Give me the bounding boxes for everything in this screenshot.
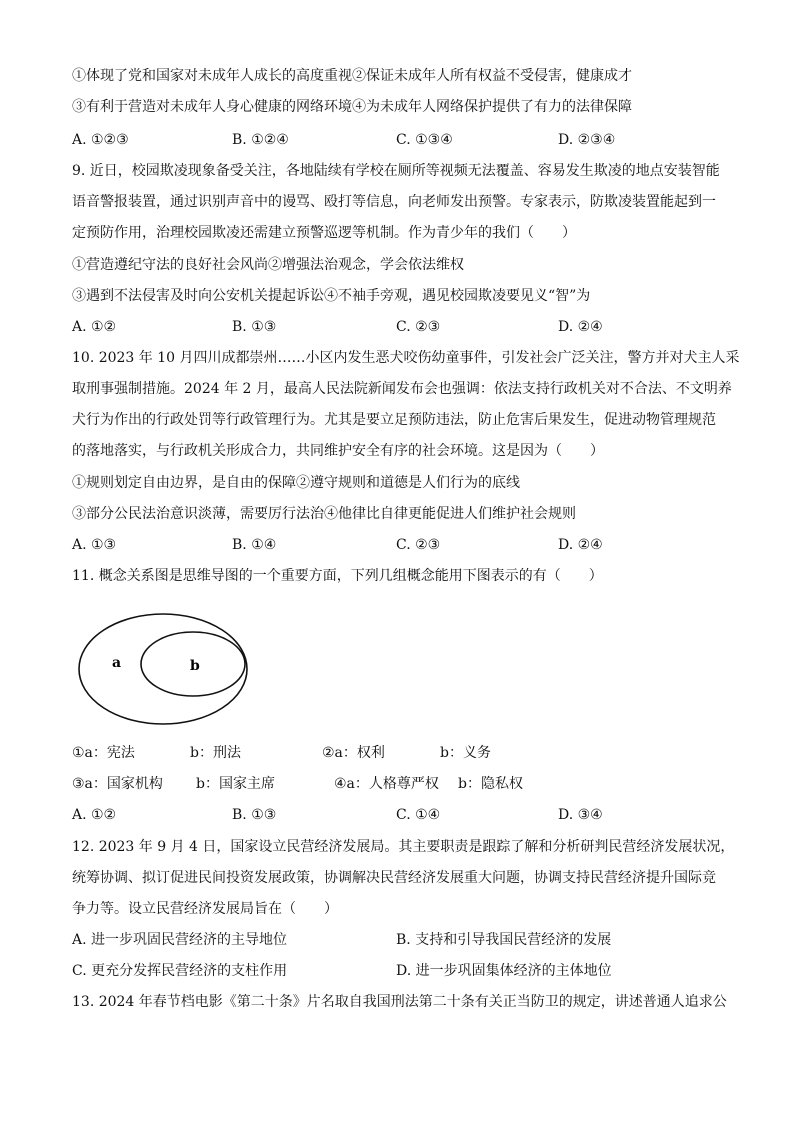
- q11-pair-1-a: ①a：宪法: [72, 745, 135, 761]
- q11-pair-3-b: b：国家主席: [196, 776, 275, 792]
- q10-stem-line-1: 10. 2023 年 10 月四川成都崇州……小区内发生恶犬咬伤幼童事件，引发社会广泛关注，警方并对犬主人采: [72, 350, 740, 366]
- q8-option-b: B. ①②④: [232, 132, 289, 148]
- q12-options-row-2: [72, 961, 732, 981]
- q11-pairs-row-1: [72, 743, 732, 763]
- q10-statement-2: ③部分公民法治意识淡薄，需要厉行法治④他律比自律更能促进人们维护社会规则: [72, 506, 576, 522]
- q8-option-c: C. ①③④: [396, 132, 453, 148]
- q11-option-a: A. ①②: [72, 807, 117, 823]
- q9-stem-line-3: 定预防作用，治理校园欺凌还需建立预警巡逻等机制。作为青少年的我们（ ）: [72, 225, 576, 241]
- q10-option-c: C. ②③: [396, 537, 441, 553]
- concept-relation-diagram: [76, 612, 256, 730]
- q9-statement-1: ①营造遵纪守法的良好社会风尚②增强法治观念，学会依法维权: [72, 257, 464, 273]
- q11-option-b: B. ①③: [232, 807, 277, 823]
- q11-pair-4-a: ④a：人格尊严权: [334, 776, 439, 792]
- q11-option-d: D. ③④: [558, 807, 603, 823]
- q9-option-d: D. ②④: [558, 319, 603, 335]
- q11-option-c: C. ①④: [396, 807, 441, 823]
- outer-set-label: a: [112, 655, 122, 671]
- q9-option-b: B. ①③: [232, 319, 277, 335]
- q9-statement-2: ③遇到不法侵害及时向公安机关提起诉讼④不袖手旁观，遇见校园欺凌要见义“智”为: [72, 288, 591, 304]
- q8-statement-1: ①体现了党和国家对未成年人成长的高度重视②保证未成年人所有权益不受侵害，健康成才: [72, 68, 632, 84]
- q12-option-a: A. 进一步巩固民营经济的主导地位: [72, 932, 288, 948]
- q9-stem-line-1: 9. 近日，校园欺凌现象备受关注，各地陆续有学校在厕所等视频无法覆盖、容易发生欺凌的地点安装智能: [72, 163, 720, 179]
- q9-options: [72, 317, 732, 337]
- q10-option-a: A. ①③: [72, 537, 117, 553]
- q12-option-d: D. 进一步巩固集体经济的主体地位: [396, 963, 612, 979]
- q9-option-c: C. ②③: [396, 319, 441, 335]
- q11-pair-4-b: b：隐私权: [458, 776, 523, 792]
- q13-stem-line-1: 13. 2024 年春节档电影《第二十条》片名取自我国刑法第二十条有关正当防卫的规定，讲述普通人追求公: [72, 994, 727, 1010]
- q11-pair-1-b: b：刑法: [190, 745, 241, 761]
- q12-stem-line-1: 12. 2023 年 9 月 4 日，国家设立民营经济发展局。其主要职责是跟踪了解和分析研判民营经济发展状况，: [72, 839, 735, 855]
- q11-pair-3-a: ③a：国家机构: [72, 776, 163, 792]
- inner-set-label: b: [190, 658, 200, 674]
- q10-stem-line-2: 取刑事强制措施。2024 年 2 月，最高人民法院新闻发布会也强调：依法支持行政机关对不合法、不文明养: [72, 381, 732, 397]
- q11-pairs-row-2: [72, 774, 732, 794]
- q11-options: [72, 805, 732, 825]
- q8-statement-2: ③有利于营造对未成年人身心健康的网络环境④为未成年人网络保护提供了有力的法律保障: [72, 99, 632, 115]
- q10-stem-line-4: 的落地落实，与行政机关形成合力，共同维护安全有序的社会环境。这是因为（ ）: [72, 443, 604, 459]
- q9-stem-line-2: 语音警报装置，通过识别声音中的谩骂、殴打等信息，向老师发出预警。专家表示，防欺凌装置能起到一: [72, 194, 716, 210]
- q8-option-a: A. ①②③: [72, 132, 129, 148]
- q10-stem-line-3: 犬行为作出的行政处罚等行政管理行为。尤其是要立足预防违法，防止危害后果发生，促进动物管理规范: [72, 412, 716, 428]
- q10-options: [72, 535, 732, 555]
- q11-pair-2-a: ②a：权利: [322, 745, 385, 761]
- q12-options-row-1: [72, 930, 732, 950]
- q12-option-b: B. 支持和引导我国民营经济的发展: [396, 932, 612, 948]
- q12-option-c: C. 更充分发挥民营经济的支柱作用: [72, 963, 288, 979]
- q9-option-a: A. ①②: [72, 319, 117, 335]
- q10-option-d: D. ②④: [558, 537, 603, 553]
- q8-option-d: D. ②③④: [558, 132, 616, 148]
- outer-set-a: [79, 614, 247, 724]
- q11-stem: 11. 概念关系图是思维导图的一个重要方面，下列几组概念能用下图表示的有（ ）: [72, 568, 603, 584]
- q11-pair-2-b: b：义务: [440, 745, 491, 761]
- q8-options: [72, 130, 732, 150]
- q10-statement-1: ①规则划定自由边界，是自由的保障②遵守规则和道德是人们行为的底线: [72, 475, 520, 491]
- q10-option-b: B. ①④: [232, 537, 277, 553]
- q12-stem-line-2: 统筹协调、拟订促进民间投资发展政策，协调解决民营经济发展重大问题，协调支持民营经济提升国际竞: [72, 870, 716, 886]
- q12-stem-line-3: 争力等。设立民营经济发展局旨在（ ）: [72, 901, 338, 917]
